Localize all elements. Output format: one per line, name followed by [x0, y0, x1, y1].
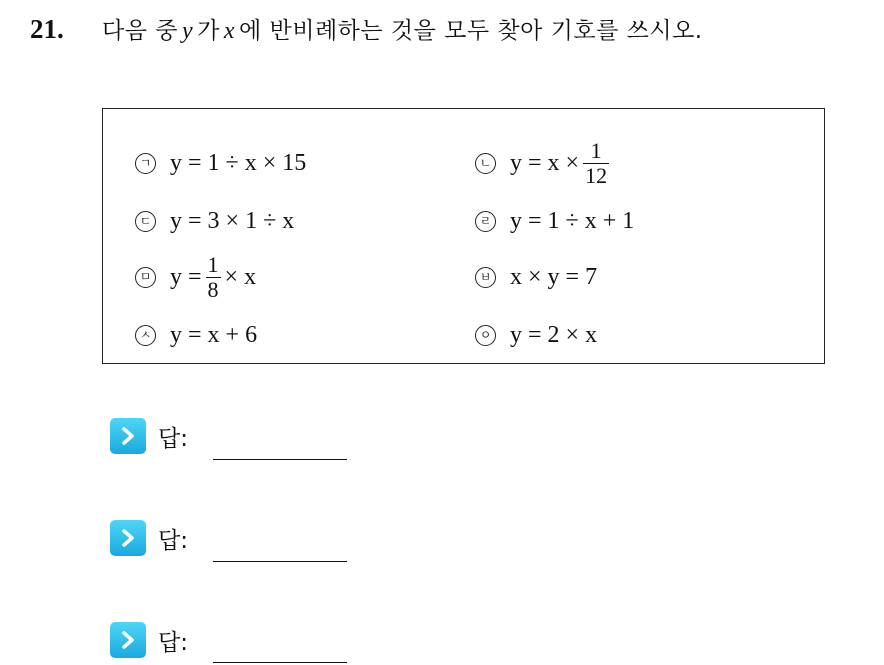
answer-row-3: [110, 622, 188, 658]
answer-label: 답:: [158, 629, 188, 656]
option-expression: [170, 253, 256, 300]
option-ieung: [475, 315, 597, 355]
option-mieum: [135, 252, 257, 302]
option-marker: ㅂ: [475, 267, 496, 288]
option-nieun: [475, 138, 613, 188]
chevron-right-icon: [110, 622, 146, 658]
chevron-right-icon: [110, 520, 146, 556]
question-text: [102, 12, 703, 45]
fraction: [583, 139, 609, 186]
question-text-part: 다음 중: [102, 18, 178, 44]
question: [30, 12, 703, 45]
option-expression-suffix: × x: [224, 263, 257, 290]
question-number: 21.: [30, 14, 64, 44]
fraction: [206, 253, 221, 300]
option-marker: ㅇ: [475, 325, 496, 346]
question-text-part: 가: [197, 18, 220, 44]
option-expression: y = x + 6: [170, 321, 258, 348]
chevron-right-icon: [110, 418, 146, 454]
answer-blank-2[interactable]: [213, 561, 347, 562]
answer-blank-3[interactable]: [213, 662, 347, 663]
answer-row-2: [110, 520, 188, 556]
option-expression-prefix: y = x ×: [510, 149, 580, 176]
answer-blank-1[interactable]: [213, 459, 347, 460]
options-box: [102, 108, 825, 364]
question-var-x: x: [223, 18, 235, 44]
option-siot: [135, 315, 257, 355]
option-expression: y = 2 × x: [510, 321, 598, 348]
fraction-numerator: 1: [207, 252, 219, 278]
fraction-denominator: 12: [585, 162, 608, 188]
answer-label: 답:: [158, 425, 188, 452]
option-bieup: [475, 257, 597, 297]
option-expression: y = 1 ÷ x + 1: [510, 207, 635, 234]
answer-row-1: [110, 418, 188, 454]
option-expression: y = 1 ÷ x × 15: [170, 149, 307, 176]
option-digeut: [135, 201, 294, 241]
option-expression: y = 3 × 1 ÷ x: [170, 207, 295, 234]
chevron-right-icon-svg: [118, 528, 138, 548]
question-text-part: 에 반비례하는 것을 모두 찾아 기호를 쓰시오.: [239, 18, 703, 44]
option-marker: ㄴ: [475, 153, 496, 174]
answer-label: 답:: [158, 527, 188, 554]
fraction-denominator: 8: [207, 276, 219, 302]
fraction-numerator: 1: [590, 138, 602, 164]
option-giyeok: [135, 143, 306, 183]
option-expression: [510, 139, 613, 186]
option-marker: ㄷ: [135, 211, 156, 232]
option-expression: x × y = 7: [510, 263, 598, 290]
chevron-right-icon-svg: [118, 426, 138, 446]
question-var-y: y: [181, 18, 194, 44]
option-marker: ㅅ: [135, 325, 156, 346]
option-marker: ㅁ: [135, 267, 156, 288]
option-marker: ㄱ: [135, 153, 156, 174]
chevron-right-icon-svg: [118, 630, 138, 650]
option-marker: ㄹ: [475, 211, 496, 232]
option-expression-prefix: y =: [170, 263, 202, 290]
option-rieul: [475, 201, 634, 241]
